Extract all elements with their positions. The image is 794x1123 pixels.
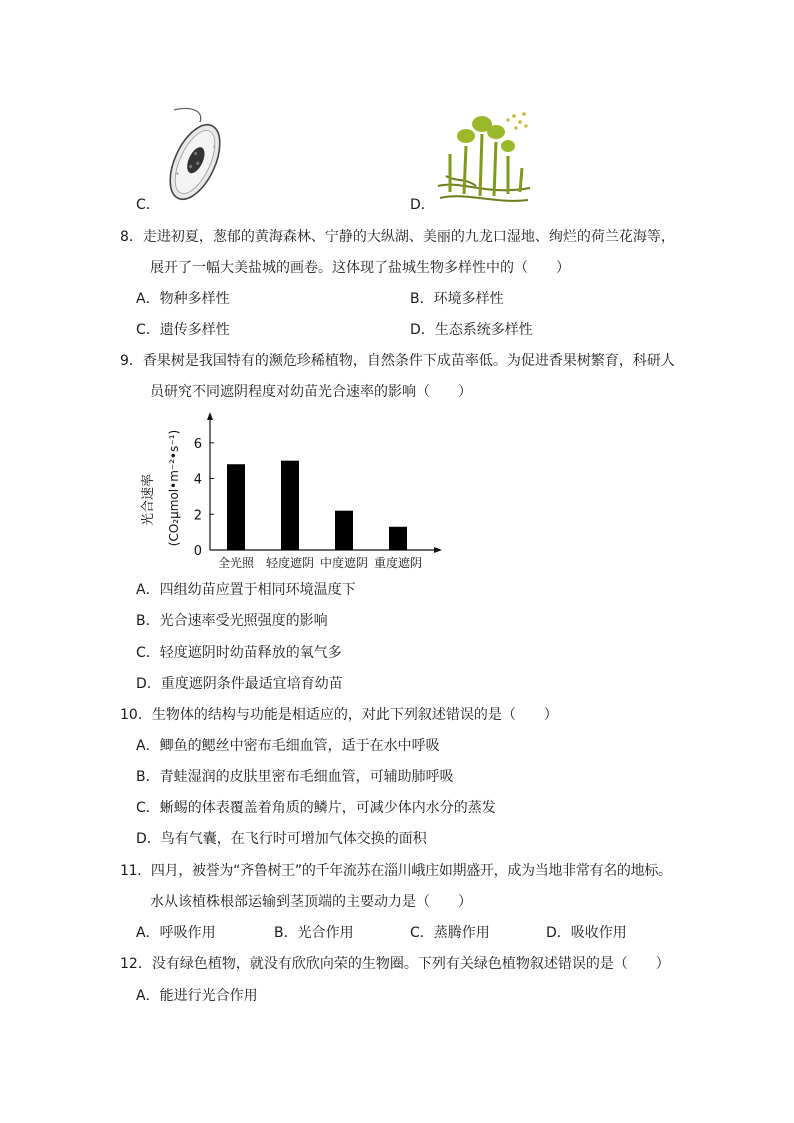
chart-y-tick-label: 4 (193, 472, 202, 488)
bacterium-illustration (160, 100, 230, 210)
chart-bars (227, 461, 407, 550)
q7-option-c-label: C． (136, 197, 160, 213)
chart-x-label: 重度遮阴 (373, 556, 423, 570)
q10-option-d: D．鸟有气囊，在飞行时可增加气体交换的面积 (136, 831, 427, 847)
q9-option-c: C．轻度遮阴时幼苗释放的氧气多 (136, 645, 342, 661)
chart-y-tick-label: 2 (193, 508, 202, 524)
photosynthesis-rate-chart (130, 408, 450, 578)
chart-y-ticks (194, 437, 214, 559)
q11-option-d: D．吸收作用 (546, 925, 627, 941)
chart-x-label: 轻度遮阴 (265, 556, 315, 570)
q7-option-d-label: D． (410, 197, 435, 213)
q11-option-a: A．呼吸作用 (136, 925, 216, 941)
q9-option-d: D．重度遮阴条件最适宜培育幼苗 (136, 676, 343, 692)
q12-option-a: A．能进行光合作用 (136, 988, 258, 1004)
chart-bar (389, 527, 407, 550)
q7-option-d-image (436, 106, 532, 210)
q8-stem-line2: 展开了一幅大美盐城的画卷。这体现了盐城生物多样性中的（ ） (150, 260, 570, 276)
q9-stem-line1: 9．香果树是我国特有的濒危珍稀植物，自然条件下成苗率低。为促进香果树繁育，科研人 (120, 353, 675, 369)
q12-stem: 12．没有绿色植物，就没有欣欣向荣的生物圈。下列有关绿色植物叙述错误的是（ ） (120, 956, 670, 972)
chart-y-tick-label: 0 (193, 544, 202, 559)
q11-option-c: C．蒸腾作用 (410, 925, 490, 941)
q7-option-c-image (160, 100, 230, 210)
q10-option-a: A．鲫鱼的鳃丝中密布毛细血管，适于在水中呼吸 (136, 738, 440, 754)
q8-option-d: D．生态系统多样性 (410, 322, 533, 338)
chart-x-labels (218, 555, 422, 570)
q9-bar-chart (130, 408, 450, 578)
q9-option-b: B．光合速率受光照强度的影响 (136, 613, 328, 629)
chart-x-axis-arrow (434, 547, 442, 553)
q9-option-a: A．四组幼苗应置于相同环境温度下 (136, 582, 356, 598)
q11-stem-line1: 11．四月，被誉为“齐鲁树王”的千年流苏在淄川峨庄如期盛开，成为当地非常有名的地标。 (120, 863, 672, 879)
chart-ylabel-line1: 光合速率 (141, 473, 156, 527)
q10-stem: 10．生物体的结构与功能是相适应的，对此下列叙述错误的是（ ） (120, 707, 558, 723)
q8-stem-line1: 8．走进初夏，葱郁的黄海森林、宁静的大纵湖、美丽的九龙口湿地、绚烂的荷兰花海等， (120, 229, 675, 245)
chart-y-tick-label: 6 (193, 436, 202, 452)
q11-option-b: B．光合作用 (274, 925, 354, 941)
q8-option-a: A．物种多样性 (136, 291, 230, 307)
q10-option-c: C．蜥蜴的体表覆盖着角质的鳞片，可减少体内水分的蒸发 (136, 800, 496, 816)
q9-stem-line2: 员研究不同遮阴程度对幼苗光合速率的影响（ ） (150, 384, 472, 400)
mold-illustration (436, 106, 532, 210)
chart-y-axis-arrow (207, 412, 213, 420)
chart-ylabel-line2: (CO₂μmol•m⁻²•s⁻¹) (167, 429, 181, 547)
chart-x-label: 中度遮阴 (319, 556, 369, 570)
q8-option-b: B．环境多样性 (410, 291, 504, 307)
chart-bar (281, 461, 299, 550)
q11-stem-line2: 水从该植株根部运输到茎顶端的主要动力是（ ） (150, 894, 472, 910)
q10-option-b: B．青蛙湿润的皮肤里密布毛细血管，可辅助肺呼吸 (136, 769, 454, 785)
chart-bar (335, 511, 353, 550)
chart-x-label: 全光照 (217, 556, 255, 570)
q8-option-c: C．遗传多样性 (136, 322, 230, 338)
chart-bar (227, 464, 245, 550)
